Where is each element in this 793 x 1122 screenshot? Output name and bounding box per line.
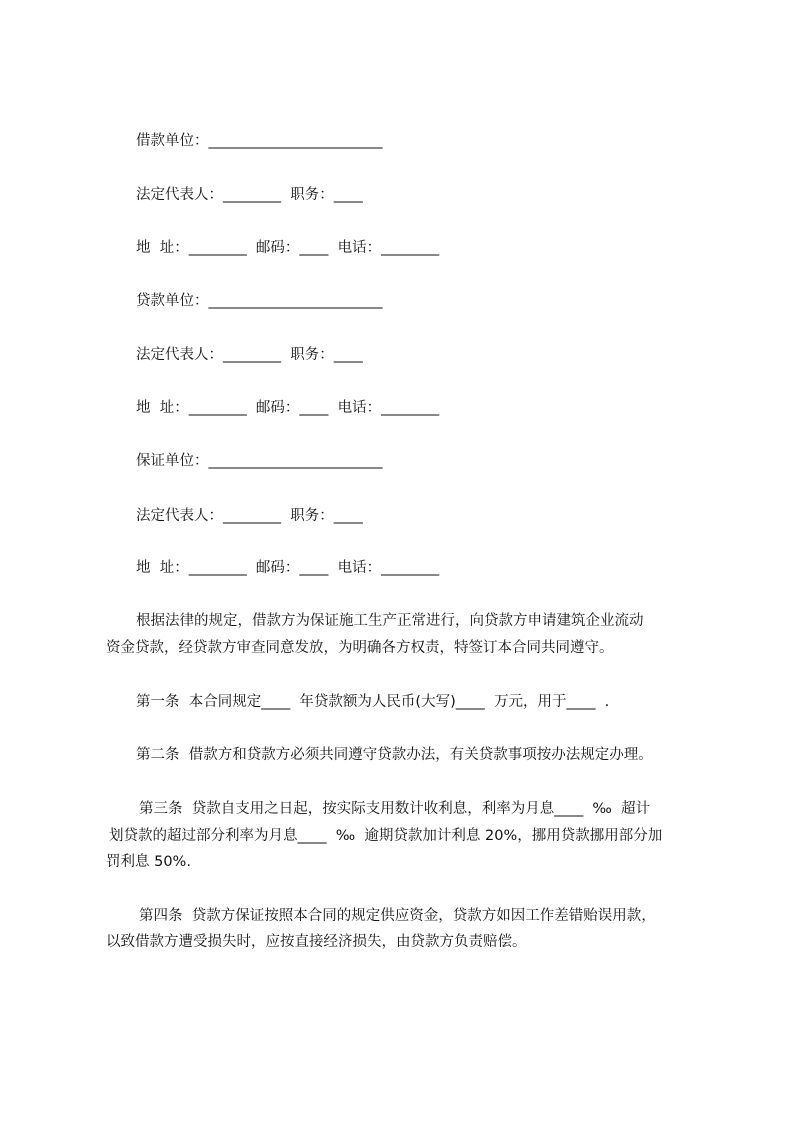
borrower-unit: 借款单位：________________________	[136, 133, 383, 149]
article-4-line-2: 以致借款方遭受损失时，应按直接经济损失，由贷款方负责赔偿。	[106, 934, 527, 950]
guarantor-unit: 保证单位：________________________	[136, 453, 383, 469]
guarantor-address: 地 址：________ 邮码：____ 电话：________	[136, 560, 440, 576]
intro-line-1: 根据法律的规定，借款方为保证施工生产正常进行，向贷款方申请建筑企业流动	[136, 613, 644, 629]
lender-unit: 贷款单位：________________________	[136, 293, 383, 309]
article-4-line-1: 第四条 贷款方保证按照本合同的规定供应资金，贷款方如因工作差错贻误用款，	[139, 908, 656, 924]
borrower-representative: 法定代表人：________ 职务：____	[136, 187, 363, 203]
lender-representative: 法定代表人：________ 职务：____	[136, 347, 363, 363]
article-3-line-3: 罚利息 50%.	[106, 854, 191, 870]
article-1: 第一条 本合同规定____ 年贷款额为人民币(大写)____ 万元，用于____ .	[136, 694, 610, 710]
intro-line-2: 资金贷款，经贷款方审查同意发放，为明确各方权责，特签订本合同共同遵守。	[106, 640, 614, 656]
article-3-line-2: 划贷款的超过部分利率为月息____ ‰ 逾期贷款加计利息 20%，挪用贷款挪用部分加	[109, 828, 663, 844]
article-3-line-1: 第三条 贷款自支用之日起，按实际支用数计收利息，利率为月息____ ‰ 超计	[139, 801, 651, 817]
borrower-address: 地 址：________ 邮码：____ 电话：________	[136, 240, 440, 256]
article-2: 第二条 借款方和贷款方必须共同遵守贷款办法，有关贷款事项按办法规定办理。	[136, 747, 653, 763]
lender-address: 地 址：________ 邮码：____ 电话：________	[136, 400, 440, 416]
guarantor-representative: 法定代表人：________ 职务：____	[136, 508, 363, 524]
